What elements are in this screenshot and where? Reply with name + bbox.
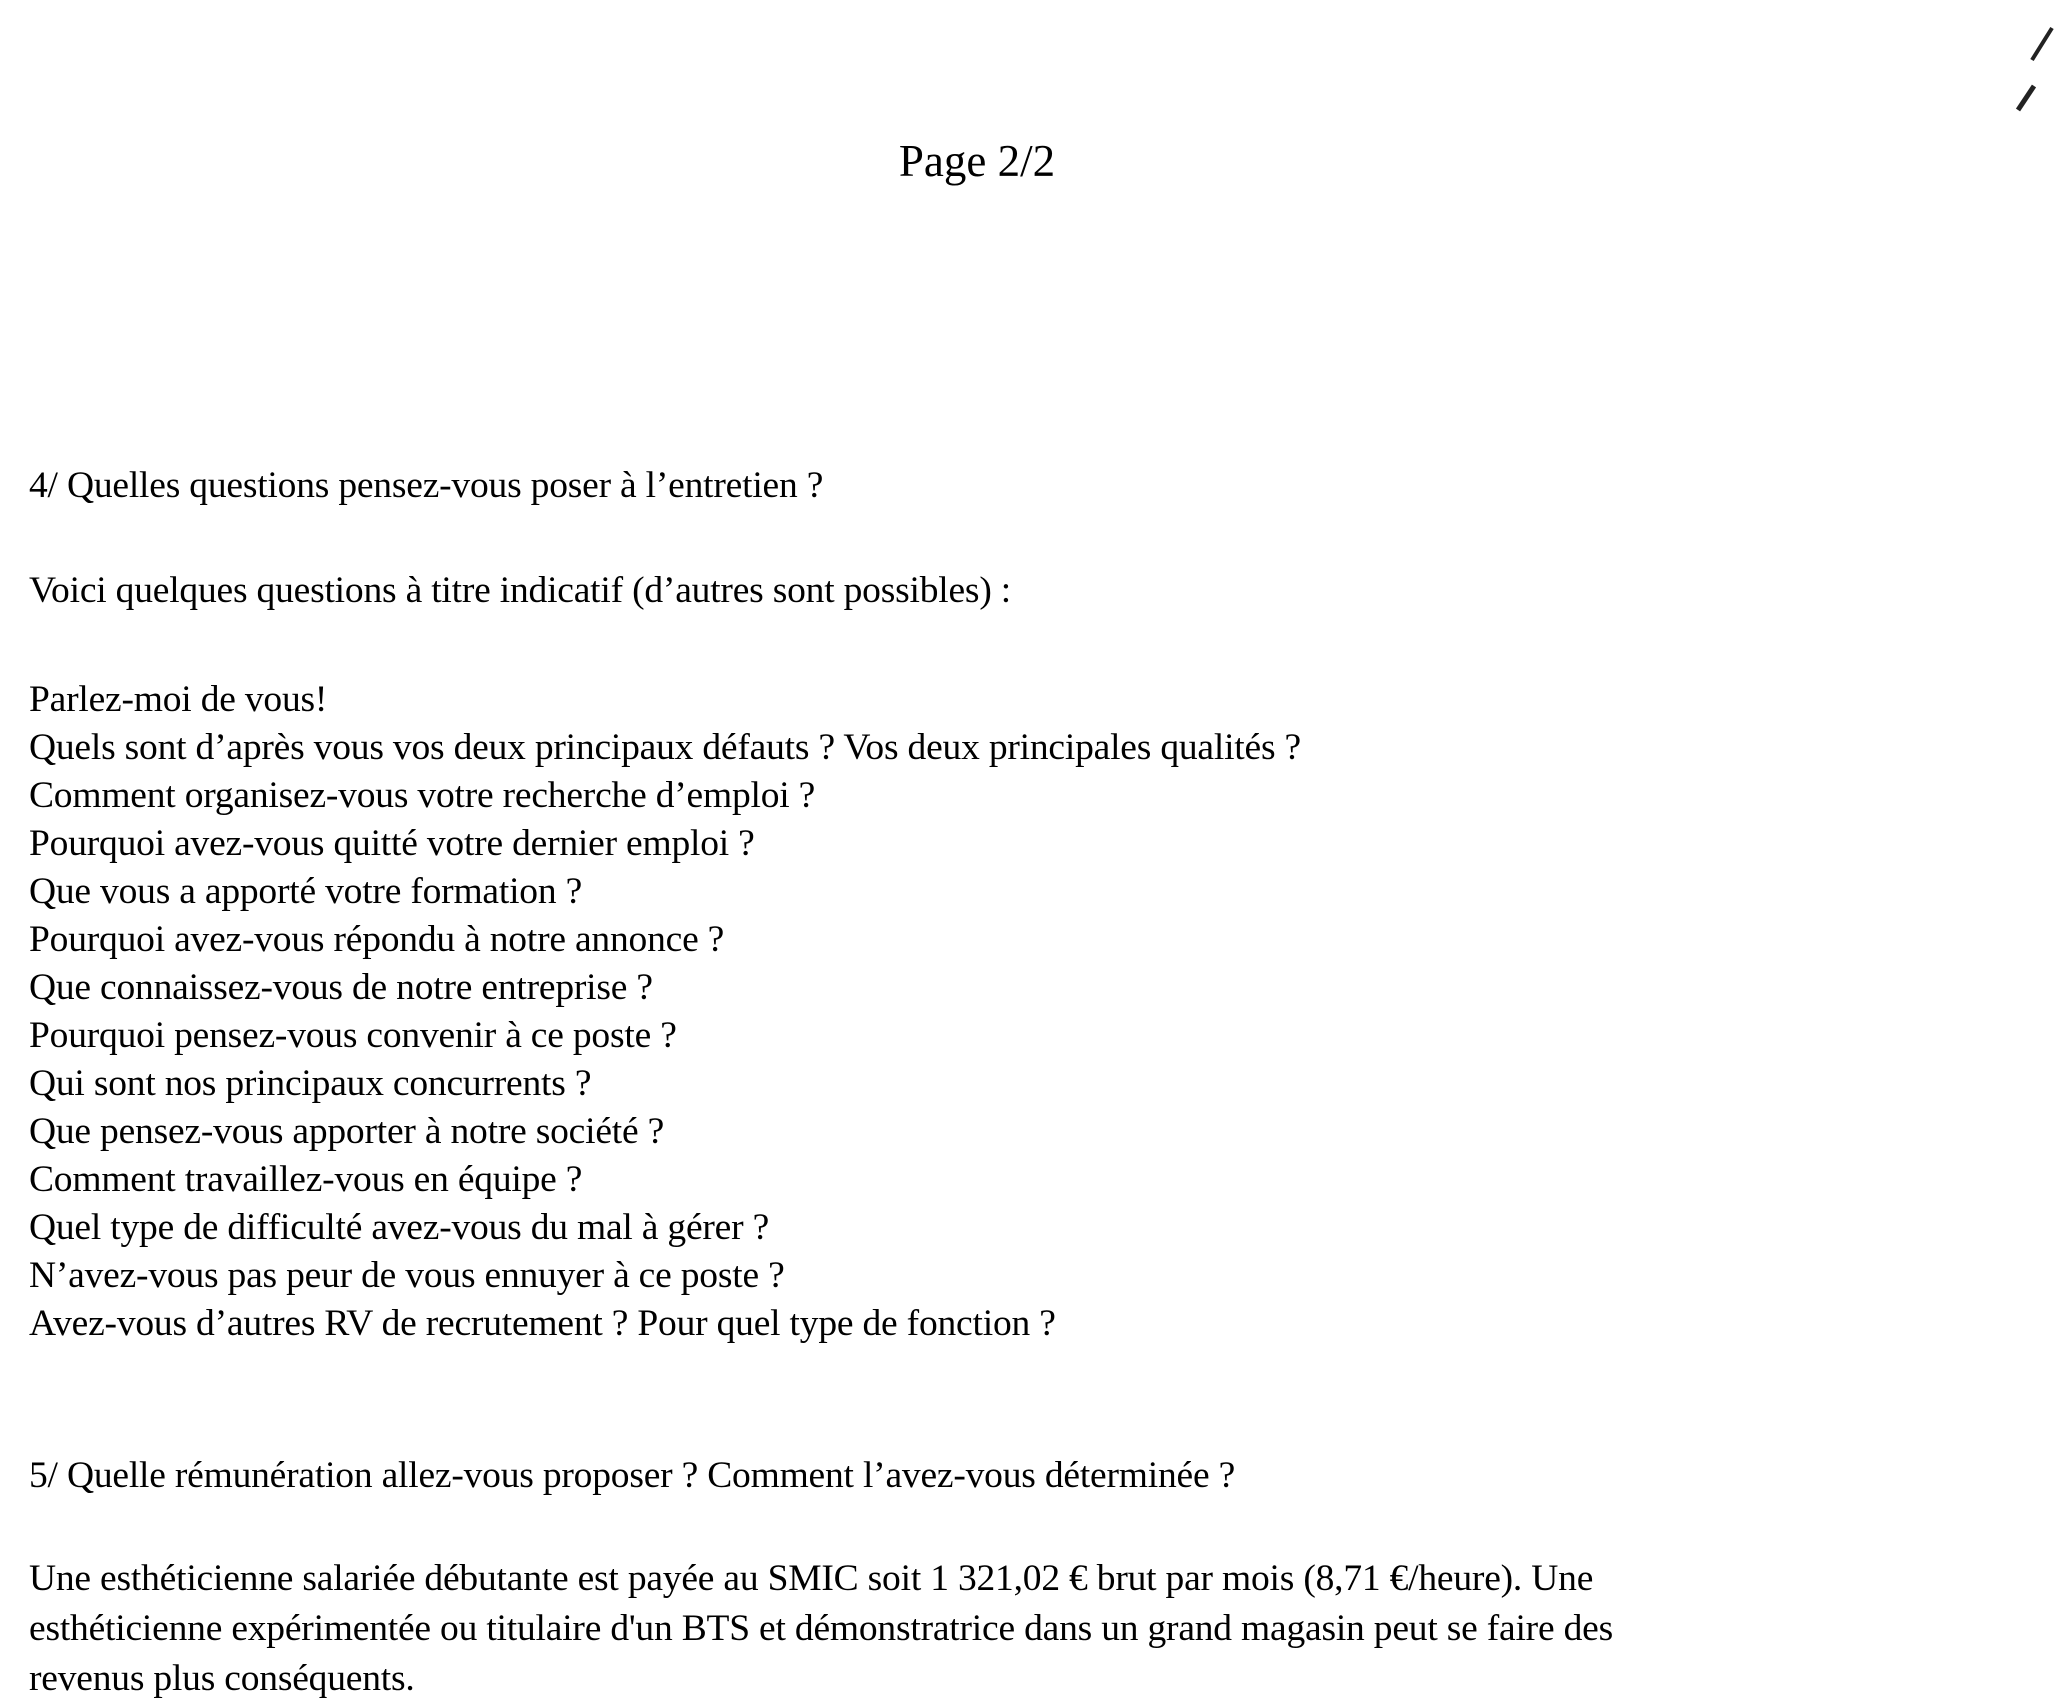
list-item: Que vous a apporté votre formation ? [29, 871, 583, 912]
answer-line: esthéticienne expérimentée ou titulaire d'un BTS et démonstratrice dans un grand magasin peut se faire des [29, 1608, 1613, 1649]
list-item: Pourquoi avez-vous répondu à notre annonce ? [29, 919, 725, 960]
list-item: Comment travaillez-vous en équipe ? [29, 1159, 583, 1200]
list-item: N’avez-vous pas peur de vous ennuyer à ce poste ? [29, 1255, 785, 1296]
list-item: Pourquoi pensez-vous convenir à ce poste ? [29, 1015, 677, 1056]
list-item: Pourquoi avez-vous quitté votre dernier emploi ? [29, 823, 755, 864]
question-5-heading: 5/ Quelle rémunération allez-vous proposer ? Comment l’avez-vous déterminée ? [29, 1455, 1236, 1496]
list-item: Parlez-moi de vous! [29, 679, 328, 720]
list-item: Que connaissez-vous de notre entreprise ? [29, 967, 653, 1008]
answer-line: revenus plus conséquents. [29, 1658, 415, 1699]
page-number: Page 2/2 [898, 136, 1056, 186]
list-item: Que pensez-vous apporter à notre société ? [29, 1111, 665, 1152]
question-4-heading: 4/ Quelles questions pensez-vous poser à l’entretien ? [29, 465, 824, 506]
list-item: Quels sont d’après vous vos deux principaux défauts ? Vos deux principales qualités ? [29, 727, 1301, 768]
question-4-intro: Voici quelques questions à titre indicatif (d’autres sont possibles) : [29, 570, 1012, 611]
pen-marks [1950, 0, 2070, 130]
list-item: Avez-vous d’autres RV de recrutement ? Pour quel type de fonction ? [29, 1303, 1056, 1344]
list-item: Quel type de difficulté avez-vous du mal à gérer ? [29, 1207, 770, 1248]
list-item: Comment organisez-vous votre recherche d’emploi ? [29, 775, 816, 816]
answer-line: Une esthéticienne salariée débutante est payée au SMIC soit 1 321,02 € brut par mois (8,71 €/heure). Une [29, 1558, 1594, 1599]
list-item: Qui sont nos principaux concurrents ? [29, 1063, 592, 1104]
